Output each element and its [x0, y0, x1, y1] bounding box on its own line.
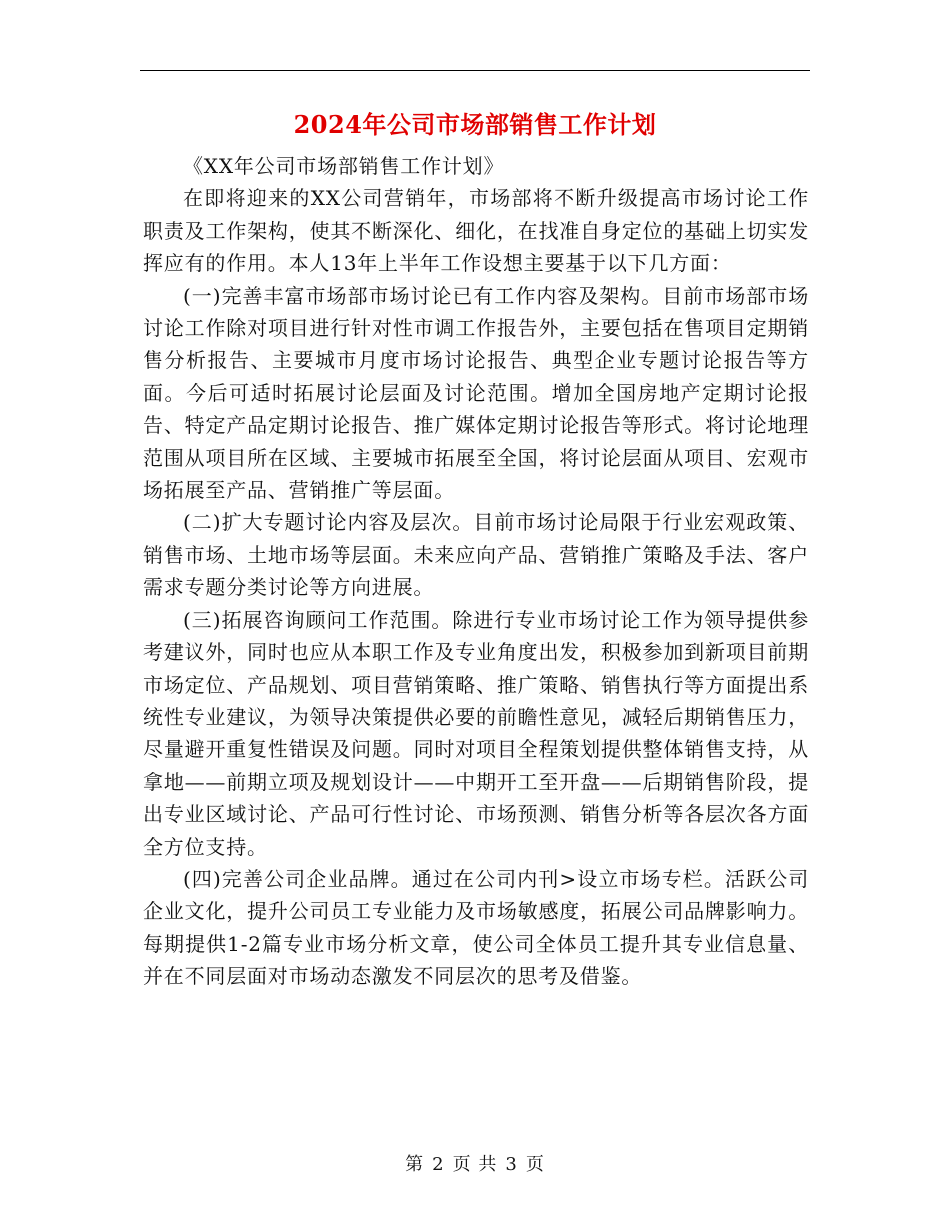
page-current: 2: [432, 1154, 445, 1175]
section-2-paragraph: (二)扩大专题讨论内容及层次。目前市场讨论局限于行业宏观政策、销售市场、土地市场等层面。未来应向产品、营销推广策略及手法、客户需求专题分类讨论等方向进展。: [143, 510, 809, 600]
page-suffix: 页: [525, 1154, 545, 1175]
header-rule: [140, 70, 810, 71]
page-total: 3: [505, 1154, 518, 1175]
section-1-paragraph: (一)完善丰富市场部市场讨论已有工作内容及架构。目前市场部市场讨论工作除对项目进行针对性市调工作报告外，主要包括在售项目定期销售分析报告、主要城市月度市场讨论报告、典型企业专题讨论报告等方面。今后可适时拓展讨论层面及讨论范围。增加全国房地产定期讨论报告、特定产品定期讨论报告、推广媒体定期讨论报告等形式。将讨论地理范围从项目所在区域、主要城市拓展至全国，将讨论层面从项目、宏观市场拓展至产品、营销推广等层面。: [143, 283, 809, 503]
document-body: [143, 150, 809, 993]
section-4-paragraph: (四)完善公司企业品牌。通过在公司内刊>设立市场专栏。活跃公司企业文化，提升公司员工专业能力及市场敏感度，拓展公司品牌影响力。每期提供1-2篇专业市场分析文章，使公司全体员工提升其专业信息量、并在不同层面对市场动态激发不同层次的思考及借鉴。: [143, 866, 809, 989]
page-mid: 页 共: [452, 1154, 498, 1175]
page-prefix: 第: [405, 1154, 425, 1175]
intro-paragraph: 在即将迎来的XX公司营销年，市场部将不断升级提高市场讨论工作职责及工作架构，使其不断深化、细化，在找准自身定位的基础上切实发挥应有的作用。本人13年上半年工作设想主要基于以下几方面：: [143, 186, 809, 276]
subtitle-paragraph: 《XX年公司市场部销售工作计划》: [183, 154, 505, 178]
page-footer: [0, 1152, 950, 1178]
section-3-paragraph: (三)拓展咨询顾问工作范围。除进行专业市场讨论工作为领导提供参考建议外，同时也应从本职工作及专业角度出发，积极参加到新项目前期市场定位、产品规划、项目营销策略、推广策略、销售执行等方面提出系统性专业建议，为领导决策提供必要的前瞻性意见，减轻后期销售压力，尽量避开重复性错误及问题。同时对项目全程策划提供整体销售支持，从拿地——前期立项及规划设计——中期开工至开盘——后期销售阶段，提出专业区域讨论、产品可行性讨论、市场预测、销售分析等各层次各方面全方位支持。: [143, 607, 809, 859]
document-title: 2024年公司市场部销售工作计划: [293, 110, 657, 139]
